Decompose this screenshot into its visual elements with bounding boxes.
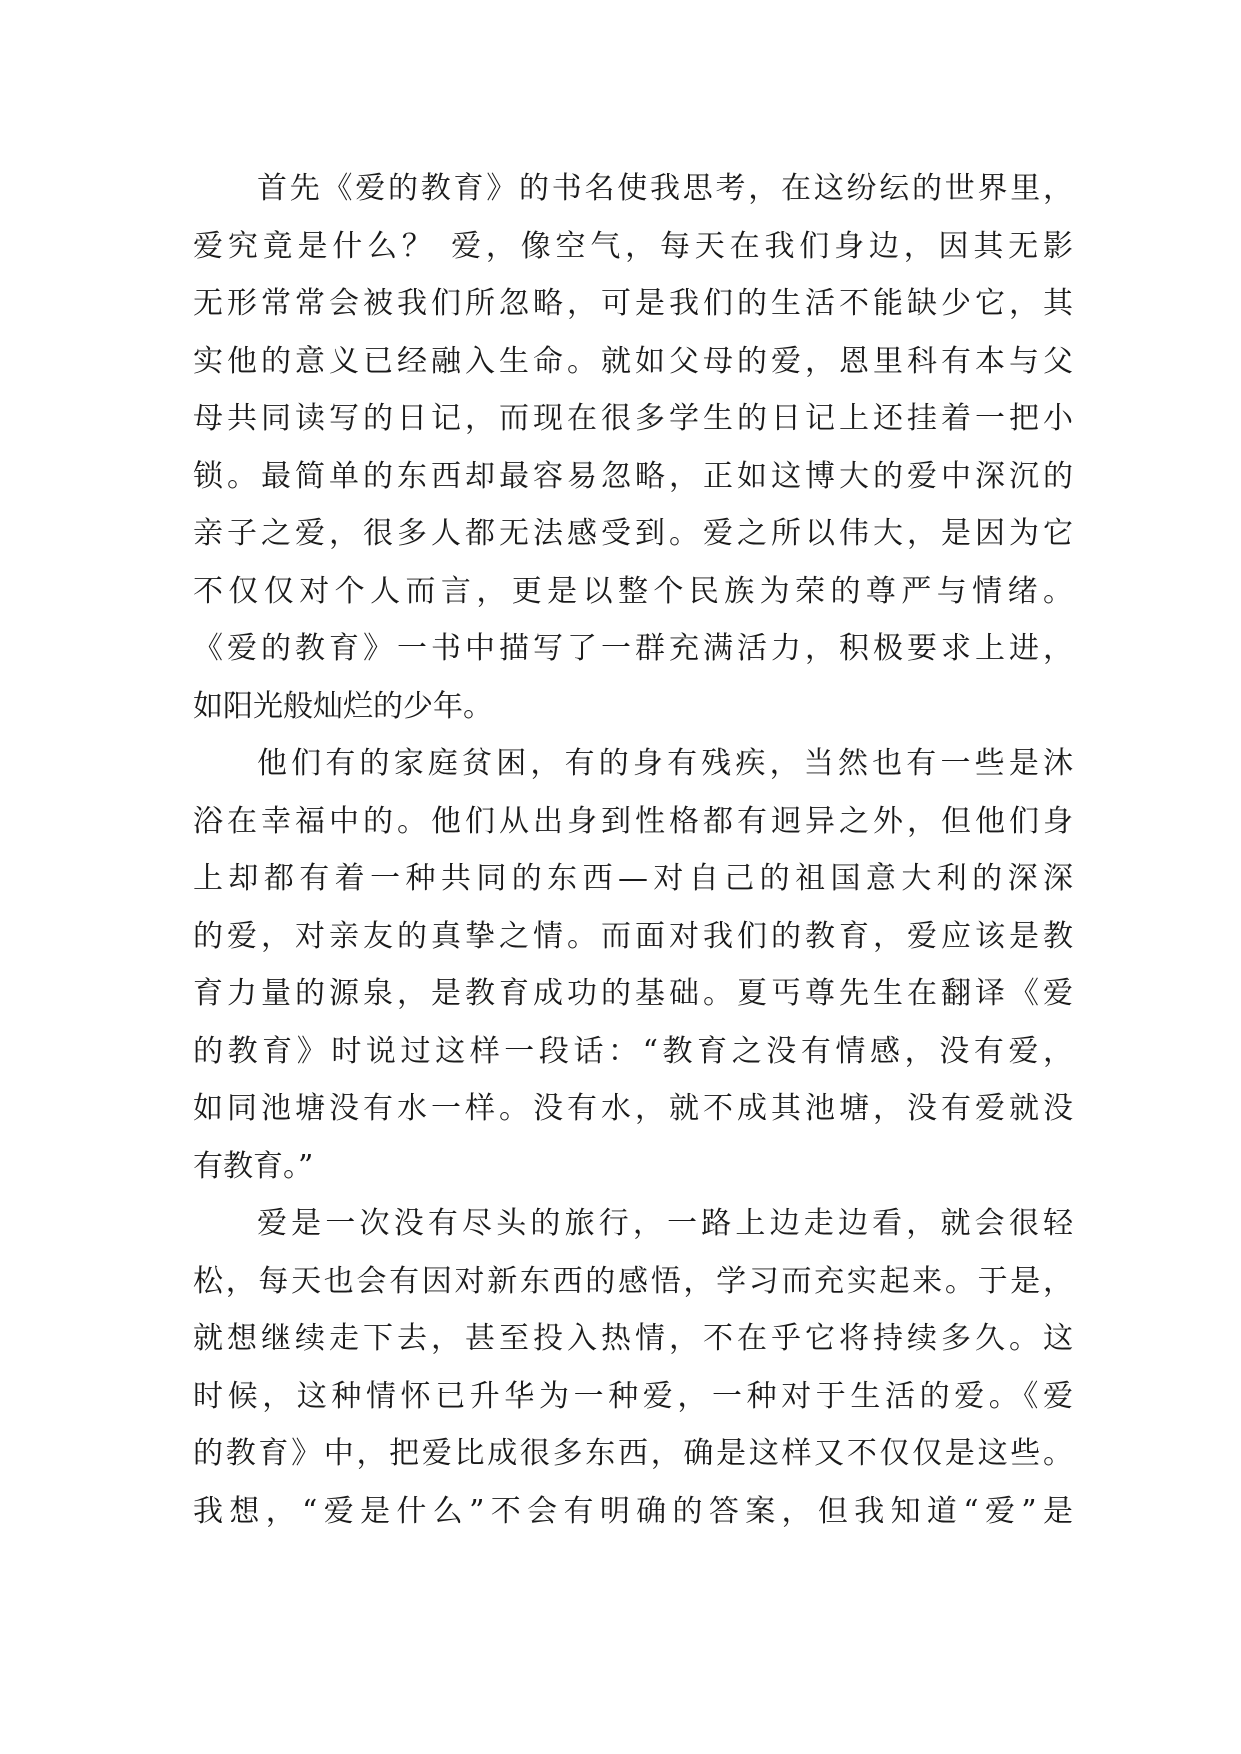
text-line: 育力量的源泉，是教育成功的基础。夏丐尊先生在翻译《爱 <box>193 976 1073 1011</box>
text-line: 的教育》中，把爱比成很多东西，确是这样又不仅仅是这些。 <box>193 1436 1073 1471</box>
text-line: 锁。最简单的东西却最容易忽略，正如这博大的爱中深沉的 <box>193 458 1073 494</box>
text-line: 有教育。” <box>193 1148 314 1184</box>
text-line: 的爱，对亲友的真挚之情。而面对我们的教育，爱应该是教 <box>193 918 1073 954</box>
text-line: 如同池塘没有水一样。没有水，就不成其池塘，没有爱就没 <box>193 1091 1073 1126</box>
text-line: 首先《爱的教育》的书名使我思考，在这纷纭的世界里， <box>257 171 1073 206</box>
text-line: 时候，这种情怀已升华为一种爱，一种对于生活的爱。《爱 <box>193 1378 1073 1414</box>
text-line: 《爱的教育》一书中描写了一群充满活力，积极要求上进， <box>193 631 1073 666</box>
body-text <box>193 160 1073 1540</box>
paragraph-3 <box>193 1195 1073 1540</box>
text-line: 我想，“爱是什么”不会有明确的答案，但我知道“爱”是 <box>193 1493 1073 1529</box>
text-line: 松，每天也会有因对新东西的感悟，学习而充实起来。于是， <box>193 1263 1073 1299</box>
text-line: 爱究竟是什么？ 爱，像空气，每天在我们身边，因其无影 <box>193 228 1073 264</box>
paragraph-1 <box>193 160 1073 735</box>
text-line: 爱是一次没有尽头的旅行，一路上边走边看，就会很轻 <box>257 1206 1073 1241</box>
text-line: 浴在幸福中的。他们从出身到性格都有迥异之外，但他们身 <box>193 803 1073 839</box>
text-line: 母共同读写的日记，而现在很多学生的日记上还挂着一把小 <box>193 401 1073 436</box>
text-line: 的教育》时说过这样一段话：“教育之没有情感，没有爱， <box>193 1033 1073 1069</box>
text-line: 他们有的家庭贫困，有的身有残疾，当然也有一些是沐 <box>257 746 1073 781</box>
text-line: 上却都有着一种共同的东西—对自己的祖国意大利的深深 <box>193 861 1073 896</box>
text-line: 无形常常会被我们所忽略，可是我们的生活不能缺少它，其 <box>193 286 1073 321</box>
text-line: 实他的意义已经融入生命。就如父母的爱，恩里科有本与父 <box>193 343 1073 379</box>
paragraph-2 <box>193 735 1073 1195</box>
text-line: 不仅仅对个人而言，更是以整个民族为荣的尊严与情绪。 <box>193 573 1073 609</box>
text-line: 就想继续走下去，甚至投入热情，不在乎它将持续多久。这 <box>193 1321 1073 1356</box>
text-line: 亲子之爱，很多人都无法感受到。爱之所以伟大，是因为它 <box>193 516 1073 551</box>
text-line: 如阳光般灿烂的少年。 <box>193 688 493 724</box>
